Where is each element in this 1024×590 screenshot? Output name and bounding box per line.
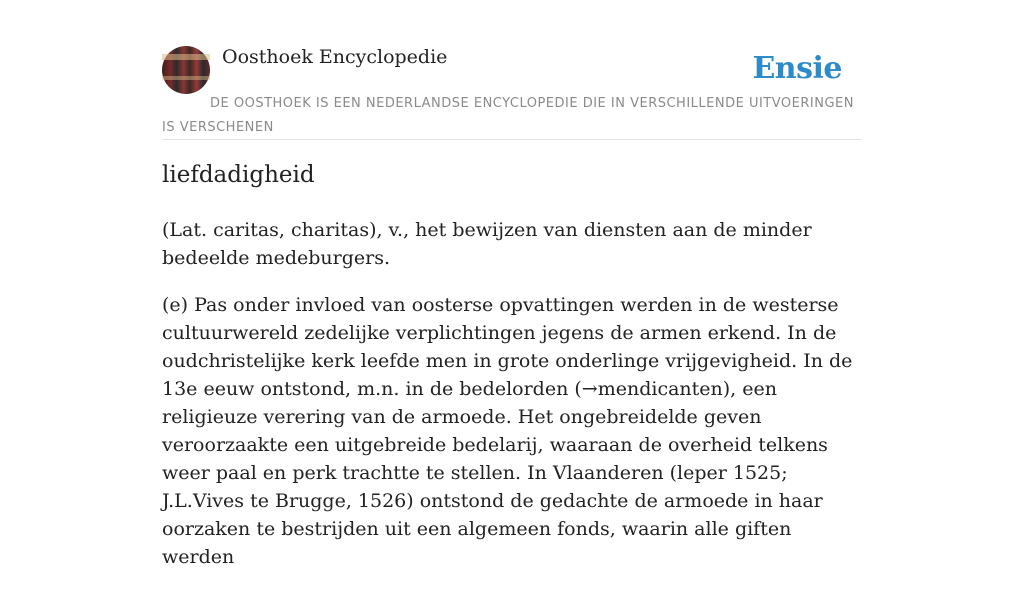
entry-title: liefdadigheid [162,162,315,188]
site-avatar[interactable] [162,46,210,94]
avatar-book-spine-detail [162,54,210,60]
article-paragraph: (Lat. caritas, charitas), v., het bewijzen van diensten aan de minder bedeelde medeburgers. [162,219,812,269]
header-divider [162,139,862,140]
avatar-book-spine-detail [162,76,210,80]
brand-logo[interactable]: Ensie [752,51,842,86]
site-tagline: DE OOSTHOEK IS EEN NEDERLANDSE ENCYCLOPEDIE DIE IN VERSCHILLENDE UITVOERINGEN IS VERSCHENEN [162,96,854,135]
article-paragraph: (e) Pas onder invloed van oosterse opvattingen werden in de westerse cultuurwereld zedelijke verplichtingen jegens de armen erkend. In de oudchristelijke kerk leefde men in grote onderlinge vrijgevigheid. In de 13e eeuw ontstond, m.n. in de bedelorden (→mendicanten), een religieuze verering van de armoede. Het ongebreidelde geven veroorzaakte een uitgebreide bedelarij, waaraan de overheid telkens weer paal en perk trachtte te stellen. In Vlaanderen (leper 1525; J.L.Vives te Brugge, 1526) ontstond de gedachte de armoede in haar oorzaken te bestrijden uit een algemeen fonds, waarin alle giften werden [162,294,853,568]
article-body [162,216,862,590]
site-title[interactable]: Oosthoek Encyclopedie [222,46,448,68]
